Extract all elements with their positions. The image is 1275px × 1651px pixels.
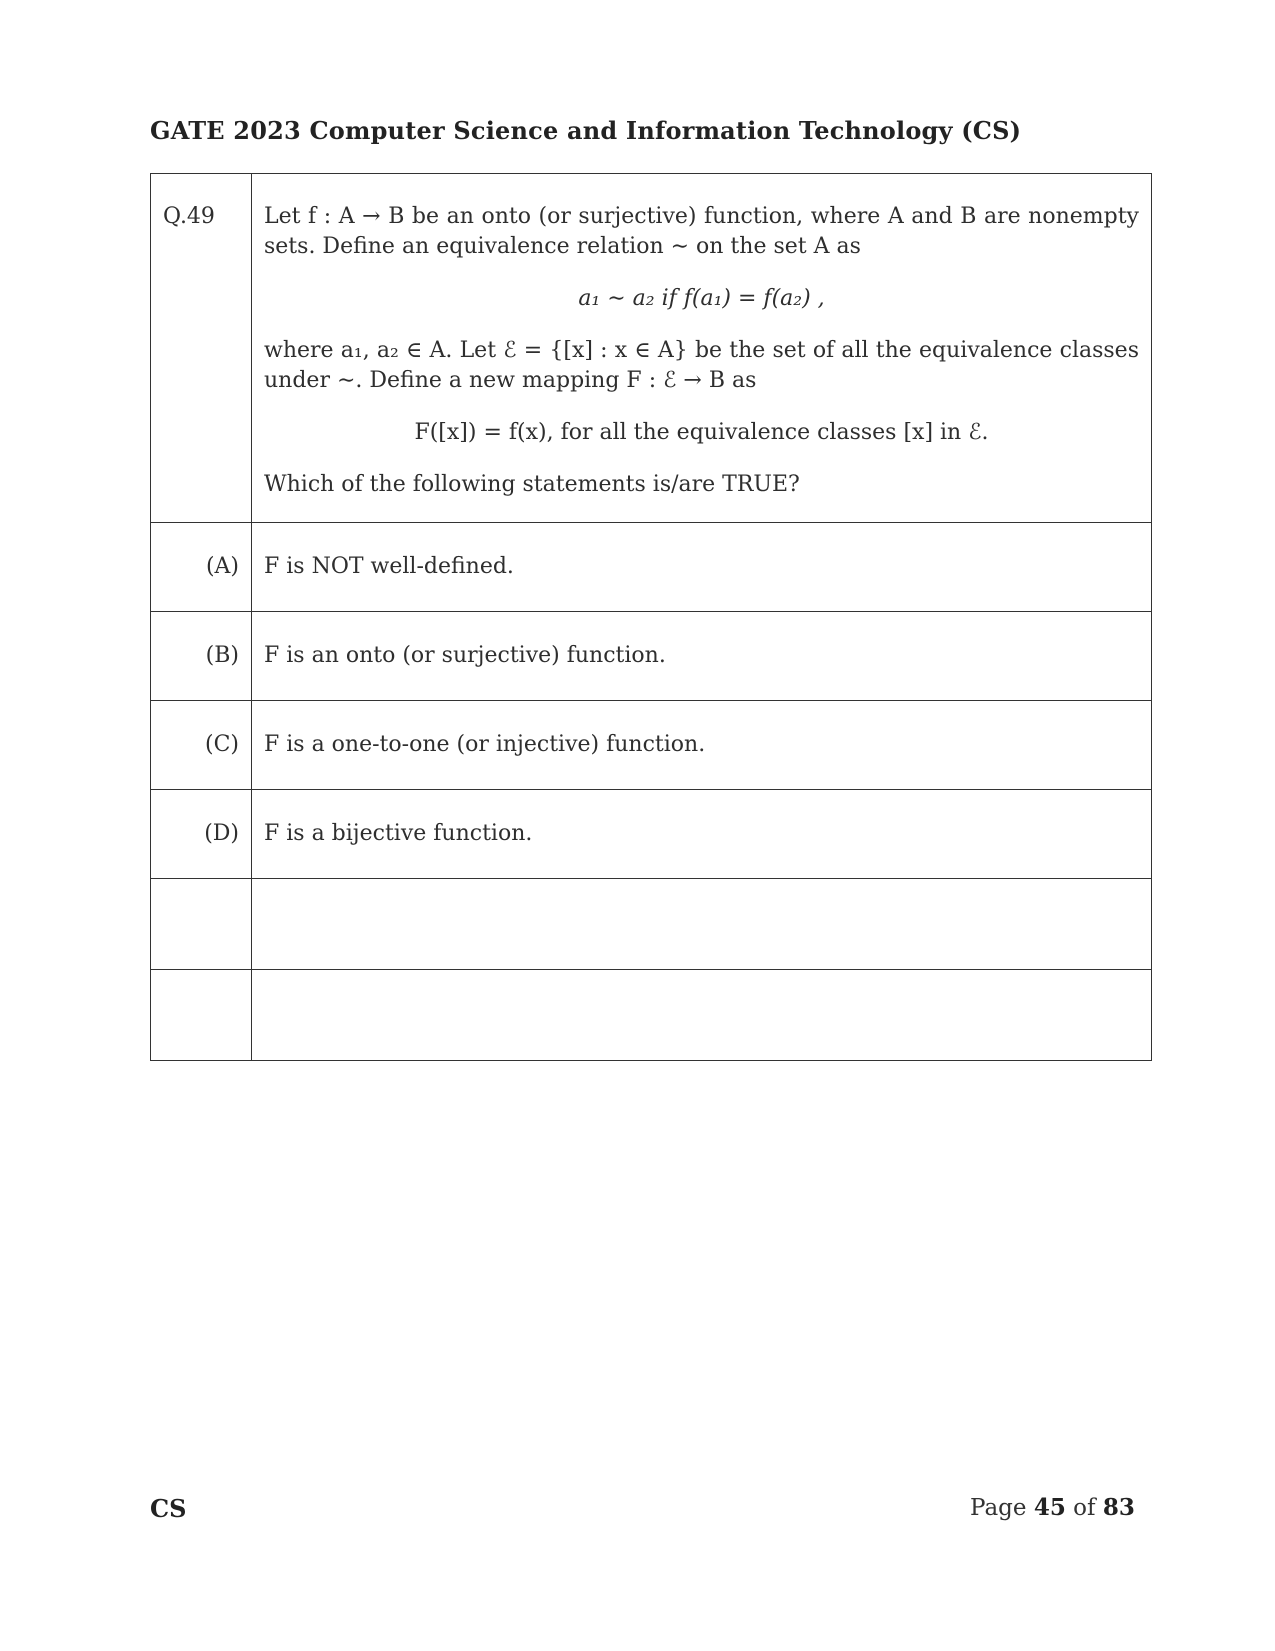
option-row-c <box>151 701 1152 790</box>
empty-cell <box>252 879 1152 970</box>
question-table <box>150 173 1152 1061</box>
page-of: of <box>1073 1495 1096 1521</box>
empty-row <box>151 970 1152 1061</box>
option-label: (C) <box>151 701 252 790</box>
empty-cell <box>151 970 252 1061</box>
page-header-title: GATE 2023 Computer Science and Information Technology (CS) <box>150 116 1022 145</box>
empty-row <box>151 879 1152 970</box>
option-label: (D) <box>151 790 252 879</box>
option-label: (B) <box>151 612 252 701</box>
question-paragraph-2: where a₁, a₂ ∈ A. Let ℰ = {[x] : x ∈ A} be the set of all the equivalence classes under ∼. Define a new mapping F : ℰ → B as <box>264 338 1139 393</box>
question-display-equation-2: F([x]) = f(x), for all the equivalence classes [x] in ℰ. <box>414 420 989 445</box>
option-row-a <box>151 523 1152 612</box>
page-word: Page <box>970 1495 1027 1521</box>
question-row <box>151 174 1152 523</box>
option-row-b <box>151 612 1152 701</box>
option-text: F is an onto (or surjective) function. <box>252 612 1152 701</box>
page-current: 45 <box>1033 1494 1066 1521</box>
question-display-equation-1: a₁ ∼ a₂ if f(a₁) = f(a₂) , <box>578 286 825 311</box>
question-body <box>252 174 1152 523</box>
option-row-d <box>151 790 1152 879</box>
footer-page-number <box>970 1494 1135 1521</box>
empty-cell <box>151 879 252 970</box>
question-number: Q.49 <box>151 174 252 523</box>
option-text: F is a one-to-one (or injective) function. <box>252 701 1152 790</box>
option-text: F is a bijective function. <box>252 790 1152 879</box>
option-label: (A) <box>151 523 252 612</box>
question-prompt: Which of the following statements is/are TRUE? <box>264 472 800 497</box>
page-total: 83 <box>1102 1494 1135 1521</box>
empty-cell <box>252 970 1152 1061</box>
question-paragraph-1: Let f : A → B be an onto (or surjective) function, where A and B are nonempty sets. Define an equivalence relation ∼ on the set A as <box>264 204 1139 259</box>
footer-subject-code: CS <box>150 1494 187 1523</box>
option-text: F is NOT well-defined. <box>252 523 1152 612</box>
